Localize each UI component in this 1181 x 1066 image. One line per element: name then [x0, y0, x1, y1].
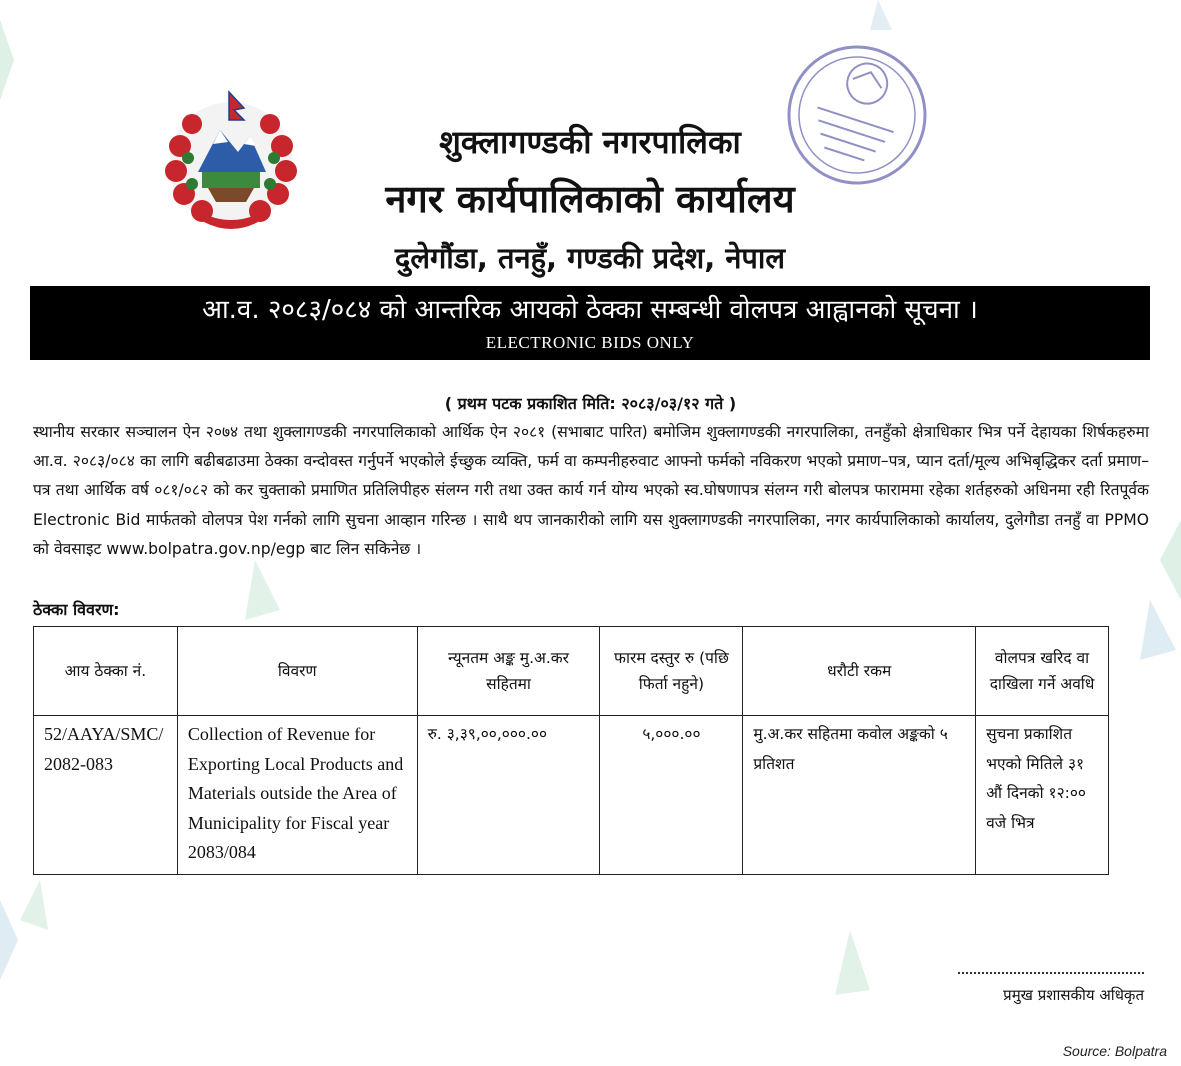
- cell-contract-no: 52/AAYA/SMC/2082-083: [34, 716, 178, 875]
- cell-deposit: मु.अ.कर सहितमा कवोल अङ्कको ५ प्रतिशत: [743, 716, 976, 875]
- section-title: ठेक्का विवरण:: [33, 600, 120, 619]
- source-credit: Source: Bolpatra: [1062, 1043, 1167, 1059]
- header-form-fee: फारम दस्तुर रु (पछि फिर्ता नहुने): [600, 627, 743, 716]
- notice-banner: [30, 286, 1150, 360]
- header-min-amount: न्यूनतम अङ्क मु.अ.कर सहितमा: [417, 627, 600, 716]
- notice-body: स्थानीय सरकार सञ्चालन ऐन २०७४ तथा शुक्लागण्डकी नगरपालिकाको आर्थिक ऐन २०८१ (सभाबाट पारित) बमोजिम शुक्लागण्डकी नगरपालिका, तनहुँको क्षेत्राधिकार भित्र पर्ने देहायका शिर्षकहरुमा आ.व. २०८३/०८४ का लागि बढीबढाउमा ठेक्का वन्दोवस्त गर्नुपर्ने भएकोले ईच्छुक व्यक्ति, फर्म वा कम्पनीहरुवाट आफ्नो फर्मको नविकरण भएको प्रमाण–पत्र, प्यान दर्ता/मूल्य अभिबृद्धिकर दर्ता प्रमाण–पत्र तथा आर्थिक वर्ष ०८१/०८२ को कर चुक्ताको प्रमाणित प्रतिलिपीहरु संलग्न गरी तथा उक्त कार्य गर्न योग्य भएको स्व.घोषणापत्र संलग्न गरी बोलपत्र फाराममा रहेका शर्तहरुको अधिनमा रही रितपूर्वक Electronic Bid मार्फतको वोलपत्र पेश गर्नको लागि सुचना आव्हान गरिन्छ । साथै थप जानकारीको लागि यस शुक्लागण्डकी नगरपालिका, नगर कार्यपालिकाको कार्यालय, दुलेगौडा तनहुँ वा PPMO को वेवसाइट www.bolpatra.gov.np/egp बाट लिन सकिनेछ ।: [33, 423, 1149, 558]
- cell-description: Collection of Revenue for Exporting Local Products and Materials outside the Area of Municipality for Fiscal year 2083/084: [177, 716, 417, 875]
- banner-subtitle: ELECTRONIC BIDS ONLY: [485, 333, 695, 352]
- signature-line: [958, 962, 1144, 974]
- office-seal-stamp: [782, 40, 932, 190]
- header-contract-no: आय ठेक्का नं.: [34, 627, 178, 716]
- signature-title: प्रमुख प्रशासकीय अधिकृत: [1003, 986, 1144, 1004]
- nepal-emblem-icon: [158, 86, 304, 236]
- cell-period: सुचना प्रकाशित भएको मितिले ३१ औं दिनको १२:०० वजे भित्र: [976, 716, 1109, 875]
- table-header-row: [34, 627, 1109, 716]
- header-period: वोलपत्र खरिद वा दाखिला गर्ने अवधि: [976, 627, 1109, 716]
- cell-min-amount: रु. ३,३९,००,०००.००: [417, 716, 600, 875]
- cell-form-fee: ५,०००.००: [600, 716, 743, 875]
- municipality-name: शुक्लागण्डकी नगरपालिका: [439, 123, 741, 161]
- header-description: विवरण: [177, 627, 417, 716]
- contract-table: [33, 626, 1109, 875]
- table-row: [34, 716, 1109, 875]
- banner-title: आ.व. २०८३/०८४ को आन्तरिक आयको ठेक्का सम्बन्धी वोलपत्र आह्वानको सूचना ।: [202, 295, 978, 325]
- office-address: दुलेगौंडा, तनहुँ, गण्डकी प्रदेश, नेपाल: [394, 241, 786, 275]
- header-deposit: धरौटी रकम: [743, 627, 976, 716]
- publication-date: ( प्रथम पटक प्रकाशित मिति: २०८३/०३/१२ गते ): [444, 394, 737, 413]
- office-name: नगर कार्यपालिकाको कार्यालय: [385, 177, 795, 221]
